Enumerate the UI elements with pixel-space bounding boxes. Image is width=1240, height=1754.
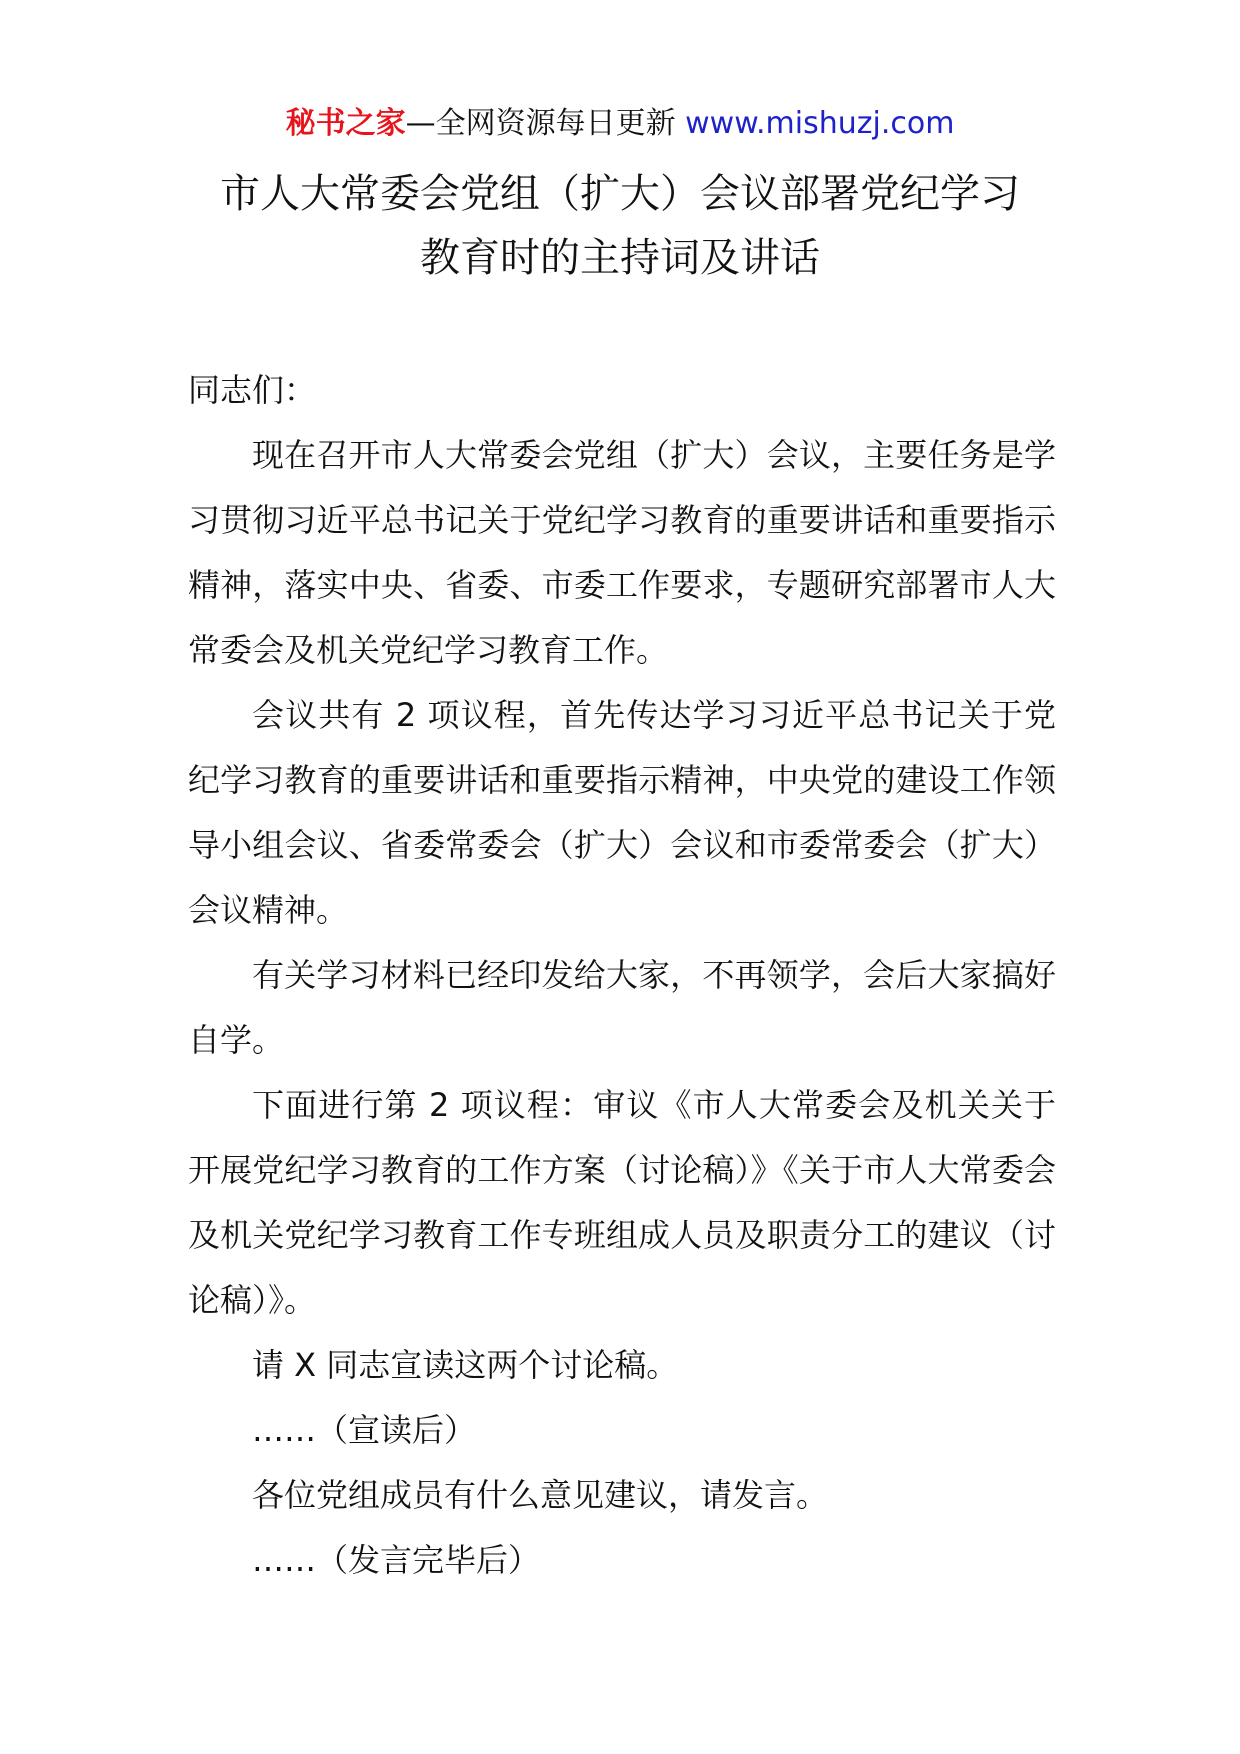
site-url-link[interactable]: www.mishuzj.com xyxy=(685,106,955,141)
salutation: 同志们： xyxy=(188,371,317,409)
site-header xyxy=(0,100,1240,148)
brand-name: 秘书之家 xyxy=(285,106,406,141)
document-title-line-2: 教育时的主持词及讲话 xyxy=(420,235,820,281)
document-title xyxy=(0,162,1240,290)
paragraph-agenda-item-2: 下面进行第 2 项议程：审议《市人大常委会及机关关于开展党纪学习教育的工作方案（讨论稿）》《关于市人大常委会及机关党纪学习教育工作专班组成人员及职责分工的建议（讨论稿）》。 xyxy=(188,1086,1056,1319)
document-title-line-1: 市人大常委会党组（扩大）会议部署党纪学习 xyxy=(220,171,1020,217)
paragraph-invite-comments: 各位党组成员有什么意见建议，请发言。 xyxy=(252,1476,829,1514)
paragraph-agenda-overview: 会议共有 2 项议程，首先传达学习习近平总书记关于党纪学习教育的重要讲话和重要指示精神，中央党的建设工作领导小组会议、省委常委会（扩大）会议和市委常委会（扩大）会议精神。 xyxy=(188,696,1056,929)
paragraph-after-reading: ……（宣读后） xyxy=(252,1411,477,1449)
paragraph-opening: 现在召开市人大常委会党组（扩大）会议，主要任务是学习贯彻习近平总书记关于党纪学习教育的重要讲话和重要指示精神，落实中央、省委、市委工作要求，专题研究部署市人大常委会及机关党纪学习教育工作。 xyxy=(188,436,1056,669)
site-tagline: —全网资源每日更新 xyxy=(405,106,686,141)
document-body xyxy=(188,358,1056,1593)
paragraph-reading-request: 请 X 同志宣读这两个讨论稿。 xyxy=(252,1346,679,1384)
paragraph-after-comments: ……（发言完毕后） xyxy=(252,1541,541,1579)
paragraph-study-materials: 有关学习材料已经印发给大家，不再领学，会后大家搞好自学。 xyxy=(188,956,1056,1059)
